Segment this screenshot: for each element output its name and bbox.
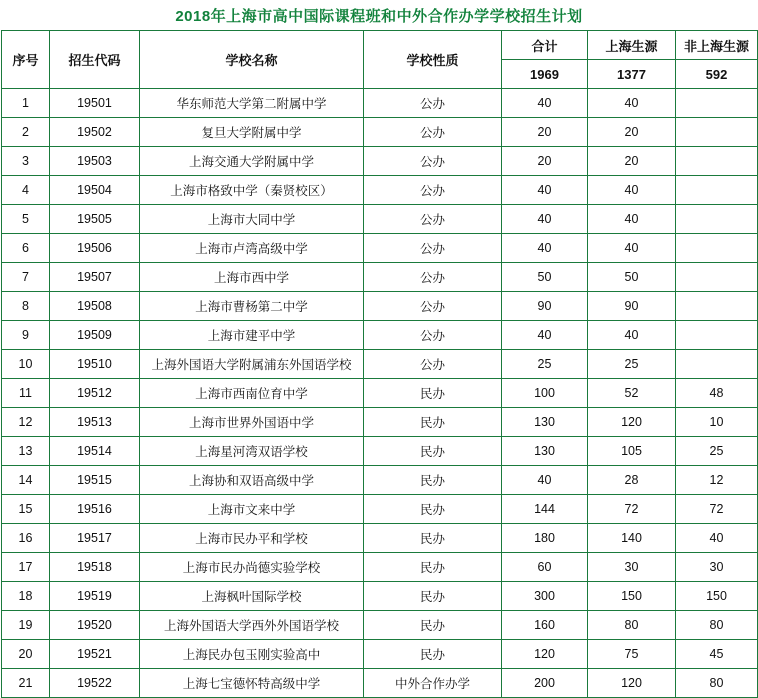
cell-non-shanghai [676,176,758,205]
cell-shanghai: 150 [588,582,676,611]
cell-non-shanghai [676,321,758,350]
cell-non-shanghai [676,292,758,321]
cell-non-shanghai [676,263,758,292]
cell-school-name: 华东师范大学第二附属中学 [140,89,364,118]
cell-index: 4 [2,176,50,205]
cell-school-nature: 公办 [364,292,502,321]
cell-school-name: 上海星河湾双语学校 [140,437,364,466]
cell-index: 2 [2,118,50,147]
cell-index: 12 [2,408,50,437]
cell-code: 19519 [50,582,140,611]
cell-school-nature: 民办 [364,640,502,669]
cell-non-shanghai: 48 [676,379,758,408]
cell-school-nature: 民办 [364,582,502,611]
cell-school-name: 上海市文来中学 [140,495,364,524]
cell-school-nature: 民办 [364,524,502,553]
column-header-code: 招生代码 [50,31,140,89]
cell-code: 19505 [50,205,140,234]
cell-school-name: 上海协和双语高级中学 [140,466,364,495]
cell-total: 50 [502,263,588,292]
cell-school-name: 上海市大同中学 [140,205,364,234]
cell-index: 16 [2,524,50,553]
cell-index: 8 [2,292,50,321]
cell-code: 19510 [50,350,140,379]
cell-shanghai: 20 [588,118,676,147]
cell-total: 40 [502,466,588,495]
column-header-school: 学校名称 [140,31,364,89]
cell-school-nature: 公办 [364,89,502,118]
cell-shanghai: 50 [588,263,676,292]
cell-code: 19503 [50,147,140,176]
cell-school-name: 上海市民办尚德实验学校 [140,553,364,582]
table-row [2,234,758,263]
cell-index: 20 [2,640,50,669]
cell-non-shanghai: 150 [676,582,758,611]
cell-code: 19520 [50,611,140,640]
cell-shanghai: 25 [588,350,676,379]
cell-non-shanghai [676,147,758,176]
table-row [2,205,758,234]
cell-index: 14 [2,466,50,495]
table-row [2,263,758,292]
cell-school-nature: 民办 [364,611,502,640]
cell-school-nature: 公办 [364,205,502,234]
cell-school-name: 上海市曹杨第二中学 [140,292,364,321]
cell-total: 20 [502,147,588,176]
cell-index: 3 [2,147,50,176]
cell-school-nature: 公办 [364,263,502,292]
table-row [2,553,758,582]
cell-code: 19507 [50,263,140,292]
cell-school-nature: 公办 [364,118,502,147]
cell-total: 40 [502,89,588,118]
table-row [2,495,758,524]
cell-shanghai: 30 [588,553,676,582]
cell-index: 13 [2,437,50,466]
cell-index: 1 [2,89,50,118]
cell-shanghai: 105 [588,437,676,466]
cell-shanghai: 140 [588,524,676,553]
cell-school-name: 上海枫叶国际学校 [140,582,364,611]
table-row [2,379,758,408]
cell-school-nature: 公办 [364,176,502,205]
cell-non-shanghai: 72 [676,495,758,524]
table-header [2,31,758,89]
cell-non-shanghai: 12 [676,466,758,495]
cell-code: 19516 [50,495,140,524]
cell-non-shanghai: 45 [676,640,758,669]
cell-code: 19501 [50,89,140,118]
cell-shanghai: 90 [588,292,676,321]
cell-non-shanghai: 80 [676,611,758,640]
cell-school-nature: 民办 [364,553,502,582]
table-row [2,640,758,669]
cell-school-name: 上海外国语大学附属浦东外国语学校 [140,350,364,379]
cell-total: 100 [502,379,588,408]
cell-index: 7 [2,263,50,292]
cell-index: 10 [2,350,50,379]
table-row [2,321,758,350]
cell-total: 60 [502,553,588,582]
cell-total: 25 [502,350,588,379]
cell-index: 18 [2,582,50,611]
cell-total: 180 [502,524,588,553]
cell-shanghai: 75 [588,640,676,669]
cell-code: 19521 [50,640,140,669]
cell-index: 19 [2,611,50,640]
cell-code: 19518 [50,553,140,582]
cell-index: 6 [2,234,50,263]
cell-shanghai: 40 [588,234,676,263]
cell-total: 160 [502,611,588,640]
cell-shanghai: 120 [588,669,676,698]
cell-code: 19513 [50,408,140,437]
shanghai-sum-value: 1377 [588,60,676,89]
cell-school-name: 上海七宝德怀特高级中学 [140,669,364,698]
cell-non-shanghai [676,350,758,379]
table-row [2,292,758,321]
cell-school-nature: 民办 [364,495,502,524]
cell-index: 15 [2,495,50,524]
cell-shanghai: 40 [588,321,676,350]
table-row [2,611,758,640]
cell-shanghai: 28 [588,466,676,495]
table-row [2,350,758,379]
cell-school-name: 上海市建平中学 [140,321,364,350]
cell-shanghai: 72 [588,495,676,524]
cell-school-name: 上海市西中学 [140,263,364,292]
cell-total: 40 [502,321,588,350]
cell-non-shanghai [676,234,758,263]
column-header-index: 序号 [2,31,50,89]
cell-school-nature: 公办 [364,234,502,263]
table-row [2,582,758,611]
cell-code: 19512 [50,379,140,408]
cell-code: 19504 [50,176,140,205]
table-row [2,176,758,205]
table-row [2,669,758,698]
cell-total: 40 [502,176,588,205]
cell-non-shanghai: 30 [676,553,758,582]
cell-total: 120 [502,640,588,669]
cell-school-name: 上海外国语大学西外外国语学校 [140,611,364,640]
cell-non-shanghai [676,89,758,118]
cell-shanghai: 52 [588,379,676,408]
cell-code: 19502 [50,118,140,147]
cell-code: 19517 [50,524,140,553]
cell-code: 19515 [50,466,140,495]
header-row-group [2,31,758,60]
cell-shanghai: 20 [588,147,676,176]
cell-school-nature: 民办 [364,408,502,437]
cell-index: 11 [2,379,50,408]
cell-shanghai: 40 [588,176,676,205]
table-row [2,408,758,437]
cell-code: 19506 [50,234,140,263]
table-row [2,524,758,553]
cell-total: 130 [502,437,588,466]
cell-code: 19509 [50,321,140,350]
table-body [2,89,758,698]
cell-total: 40 [502,205,588,234]
cell-school-name: 上海交通大学附属中学 [140,147,364,176]
cell-school-name: 上海民办包玉刚实验高中 [140,640,364,669]
cell-index: 17 [2,553,50,582]
cell-shanghai: 40 [588,205,676,234]
cell-index: 9 [2,321,50,350]
admission-plan-table [1,30,758,698]
table-row [2,89,758,118]
cell-shanghai: 40 [588,89,676,118]
cell-total: 200 [502,669,588,698]
cell-school-nature: 公办 [364,147,502,176]
cell-total: 20 [502,118,588,147]
cell-shanghai: 80 [588,611,676,640]
cell-school-name: 上海市世界外国语中学 [140,408,364,437]
cell-school-nature: 公办 [364,321,502,350]
cell-non-shanghai [676,118,758,147]
table-row [2,466,758,495]
column-header-nature: 学校性质 [364,31,502,89]
table-row [2,147,758,176]
cell-non-shanghai: 80 [676,669,758,698]
cell-school-name: 上海市西南位育中学 [140,379,364,408]
cell-total: 130 [502,408,588,437]
table-row [2,118,758,147]
cell-index: 5 [2,205,50,234]
cell-school-nature: 民办 [364,379,502,408]
cell-school-nature: 民办 [364,437,502,466]
cell-total: 144 [502,495,588,524]
cell-code: 19514 [50,437,140,466]
cell-code: 19522 [50,669,140,698]
total-sum-value: 1969 [502,60,588,89]
cell-non-shanghai [676,205,758,234]
cell-non-shanghai: 10 [676,408,758,437]
page-title: 2018年上海市高中国际课程班和中外合作办学学校招生计划 [175,7,583,25]
table-row [2,437,758,466]
cell-code: 19508 [50,292,140,321]
cell-school-name: 复旦大学附属中学 [140,118,364,147]
cell-school-name: 上海市格致中学（秦贤校区） [140,176,364,205]
column-header-non-shanghai: 非上海生源 [676,31,758,60]
column-header-shanghai: 上海生源 [588,31,676,60]
document-title-bar [0,0,758,30]
cell-school-nature: 中外合作办学 [364,669,502,698]
cell-total: 40 [502,234,588,263]
non-shanghai-sum-value: 592 [676,60,758,89]
cell-total: 300 [502,582,588,611]
cell-school-nature: 民办 [364,466,502,495]
cell-shanghai: 120 [588,408,676,437]
cell-total: 90 [502,292,588,321]
cell-school-name: 上海市民办平和学校 [140,524,364,553]
cell-index: 21 [2,669,50,698]
cell-school-name: 上海市卢湾高级中学 [140,234,364,263]
column-header-total: 合计 [502,31,588,60]
cell-non-shanghai: 40 [676,524,758,553]
cell-non-shanghai: 25 [676,437,758,466]
cell-school-nature: 公办 [364,350,502,379]
